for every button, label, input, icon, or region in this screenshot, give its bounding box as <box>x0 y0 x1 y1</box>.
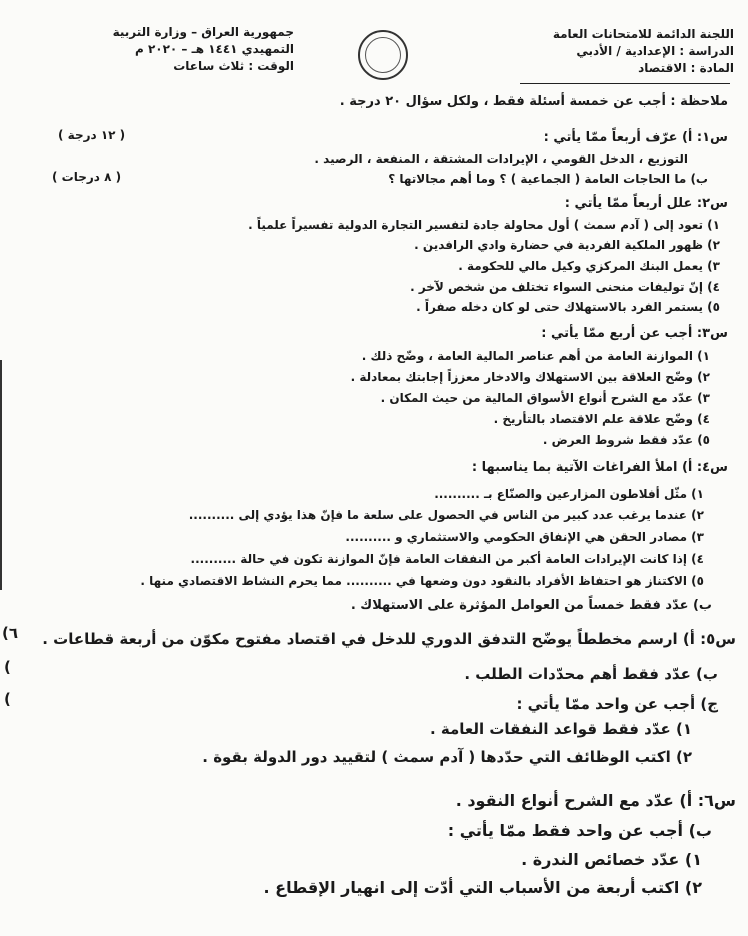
q6-b-item: ٢) اكتب أربعة من الأسباب التي أدّت إلى انهيار الإقطاع . <box>263 878 702 897</box>
q1-title: س١: أ) عرّف أربعاً ممّا يأتي : <box>543 130 728 145</box>
q3-item: ٤) وضّح علاقة علم الاقتصاد بالتأريخ . <box>493 412 710 426</box>
q1-part-b: ب) ما الحاجات العامة ( الجماعية ) ؟ وما أهم مجالاتها ؟ <box>388 172 708 186</box>
q3-item: ٥) عدّد فقط شروط العرض . <box>542 433 710 447</box>
q3-item: ٢) وضّح العلاقة بين الاستهلاك والادخار معززاً إجابتك بمعادلة . <box>350 370 710 384</box>
q5-c-item: ١) عدّد فقط قواعد النفقات العامة . <box>429 720 692 738</box>
q5-part-b: ب) عدّد فقط أهم محدّدات الطلب . <box>464 665 718 683</box>
edge-mark: ( <box>4 690 11 708</box>
q2-item: ٥) يستمر الفرد بالاستهلاك حتى لو كان دخله صفراً . <box>416 300 720 314</box>
edge-mark: (٦ <box>2 624 19 642</box>
q2-item: ٢) ظهور الملكية الفردية في حضارة وادي الرافدين . <box>414 238 720 252</box>
q3-item: ١) الموازنة العامة من أهم عناصر المالية العامة ، وضّح ذلك . <box>361 349 710 363</box>
header-left <box>84 24 294 75</box>
q5-part-c-title: ج) أجب عن واحد ممّا يأتي : <box>516 695 718 713</box>
republic-ministry: جمهورية العراق – وزارة التربية <box>112 25 294 39</box>
q4-item: ٣) مصادر الحقن هي الإنفاق الحكومي والاستثماري و .......... <box>345 530 704 544</box>
q4-part-b: ب) عدّد فقط خمساً من العوامل المؤثرة على الاستهلاك . <box>350 598 712 613</box>
exam-note: ملاحظة : أجب عن خمسة أسئلة فقط ، ولكل سؤال ٢٠ درجة . <box>339 94 728 109</box>
q2-item: ٣) يعمل البنك المركزي وكيل مالي للحكومة . <box>458 259 720 273</box>
header-right <box>553 26 734 77</box>
q1-terms: التوزيع ، الدخل القومي ، الإيرادات المشتقة ، المنفعة ، الرصيد . <box>314 152 688 166</box>
q4-item: ٥) الاكتناز هو احتفاظ الأفراد بالنقود دون وضعها في .......... مما يحرم النشاط الاقتصادي منها . <box>140 574 704 588</box>
exam-duration: الوقت : ثلاث ساعات <box>173 59 294 73</box>
q3-item: ٣) عدّد مع الشرح أنواع الأسواق المالية من حيث المكان . <box>380 391 710 405</box>
q4-title: س٤: أ) املأ الفراغات الآتية بما يناسبها : <box>471 460 728 475</box>
q6-part-b-title: ب) أجب عن واحد فقط ممّا يأتي : <box>447 821 712 840</box>
q4-item: ٢) عندما يرغب عدد كبير من الناس في الحصول على سلعة ما فإنّ هذا يؤدي إلى .......... <box>188 508 704 522</box>
study-branch: الدراسة : الإعدادية / الأدبي <box>576 44 734 58</box>
page-edge-line <box>0 360 2 590</box>
q1-marks-a: ( ١٢ درجة ) <box>58 128 126 142</box>
q6-b-item: ١) عدّد خصائص الندرة . <box>521 850 702 869</box>
q4-item: ١) مثّل أفلاطون المزارعين والصنّاع بـ .......... <box>434 487 704 501</box>
q5-part-a: س٥: أ) ارسم مخططاً يوضّح التدفق الدوري للدخل في اقتصاد مفتوح مكوّن من أربعة قطاعات . <box>42 630 736 648</box>
q2-title: س٢: علل أربعاً ممّا يأتي : <box>564 196 728 211</box>
q1-marks-b: ( ٨ درجات ) <box>52 170 122 184</box>
committee-name: اللجنة الدائمة للامتحانات العامة <box>552 27 734 41</box>
q2-item: ٤) إنّ توليفات منحنى السواء تختلف من شخص لآخر . <box>410 280 720 294</box>
q5-c-item: ٢) اكتب الوظائف التي حدّدها ( آدم سمث ) لتقييد دور الدولة بقوة . <box>202 748 692 766</box>
q4-item: ٤) إذا كانت الإيرادات العامة أكبر من النفقات العامة فإنّ الموازنة تكون في حالة .......... <box>190 552 704 566</box>
header-divider <box>520 83 730 84</box>
q6-part-a: س٦: أ) عدّد مع الشرح أنواع النقود . <box>455 791 736 810</box>
ministry-seal <box>358 30 408 80</box>
subject-name: المادة : الاقتصاد <box>638 61 734 75</box>
exam-session: التمهيدي ١٤٤١ هـ – ٢٠٢٠ م <box>134 42 294 56</box>
edge-mark: ( <box>4 658 11 676</box>
q2-item: ١) تعود إلى ( آدم سمث ) أول محاولة جادة لتفسير التجارة الدولية تفسيراً علمياً . <box>248 218 720 232</box>
q3-title: س٣: أجب عن أربع ممّا يأتي : <box>541 326 728 341</box>
